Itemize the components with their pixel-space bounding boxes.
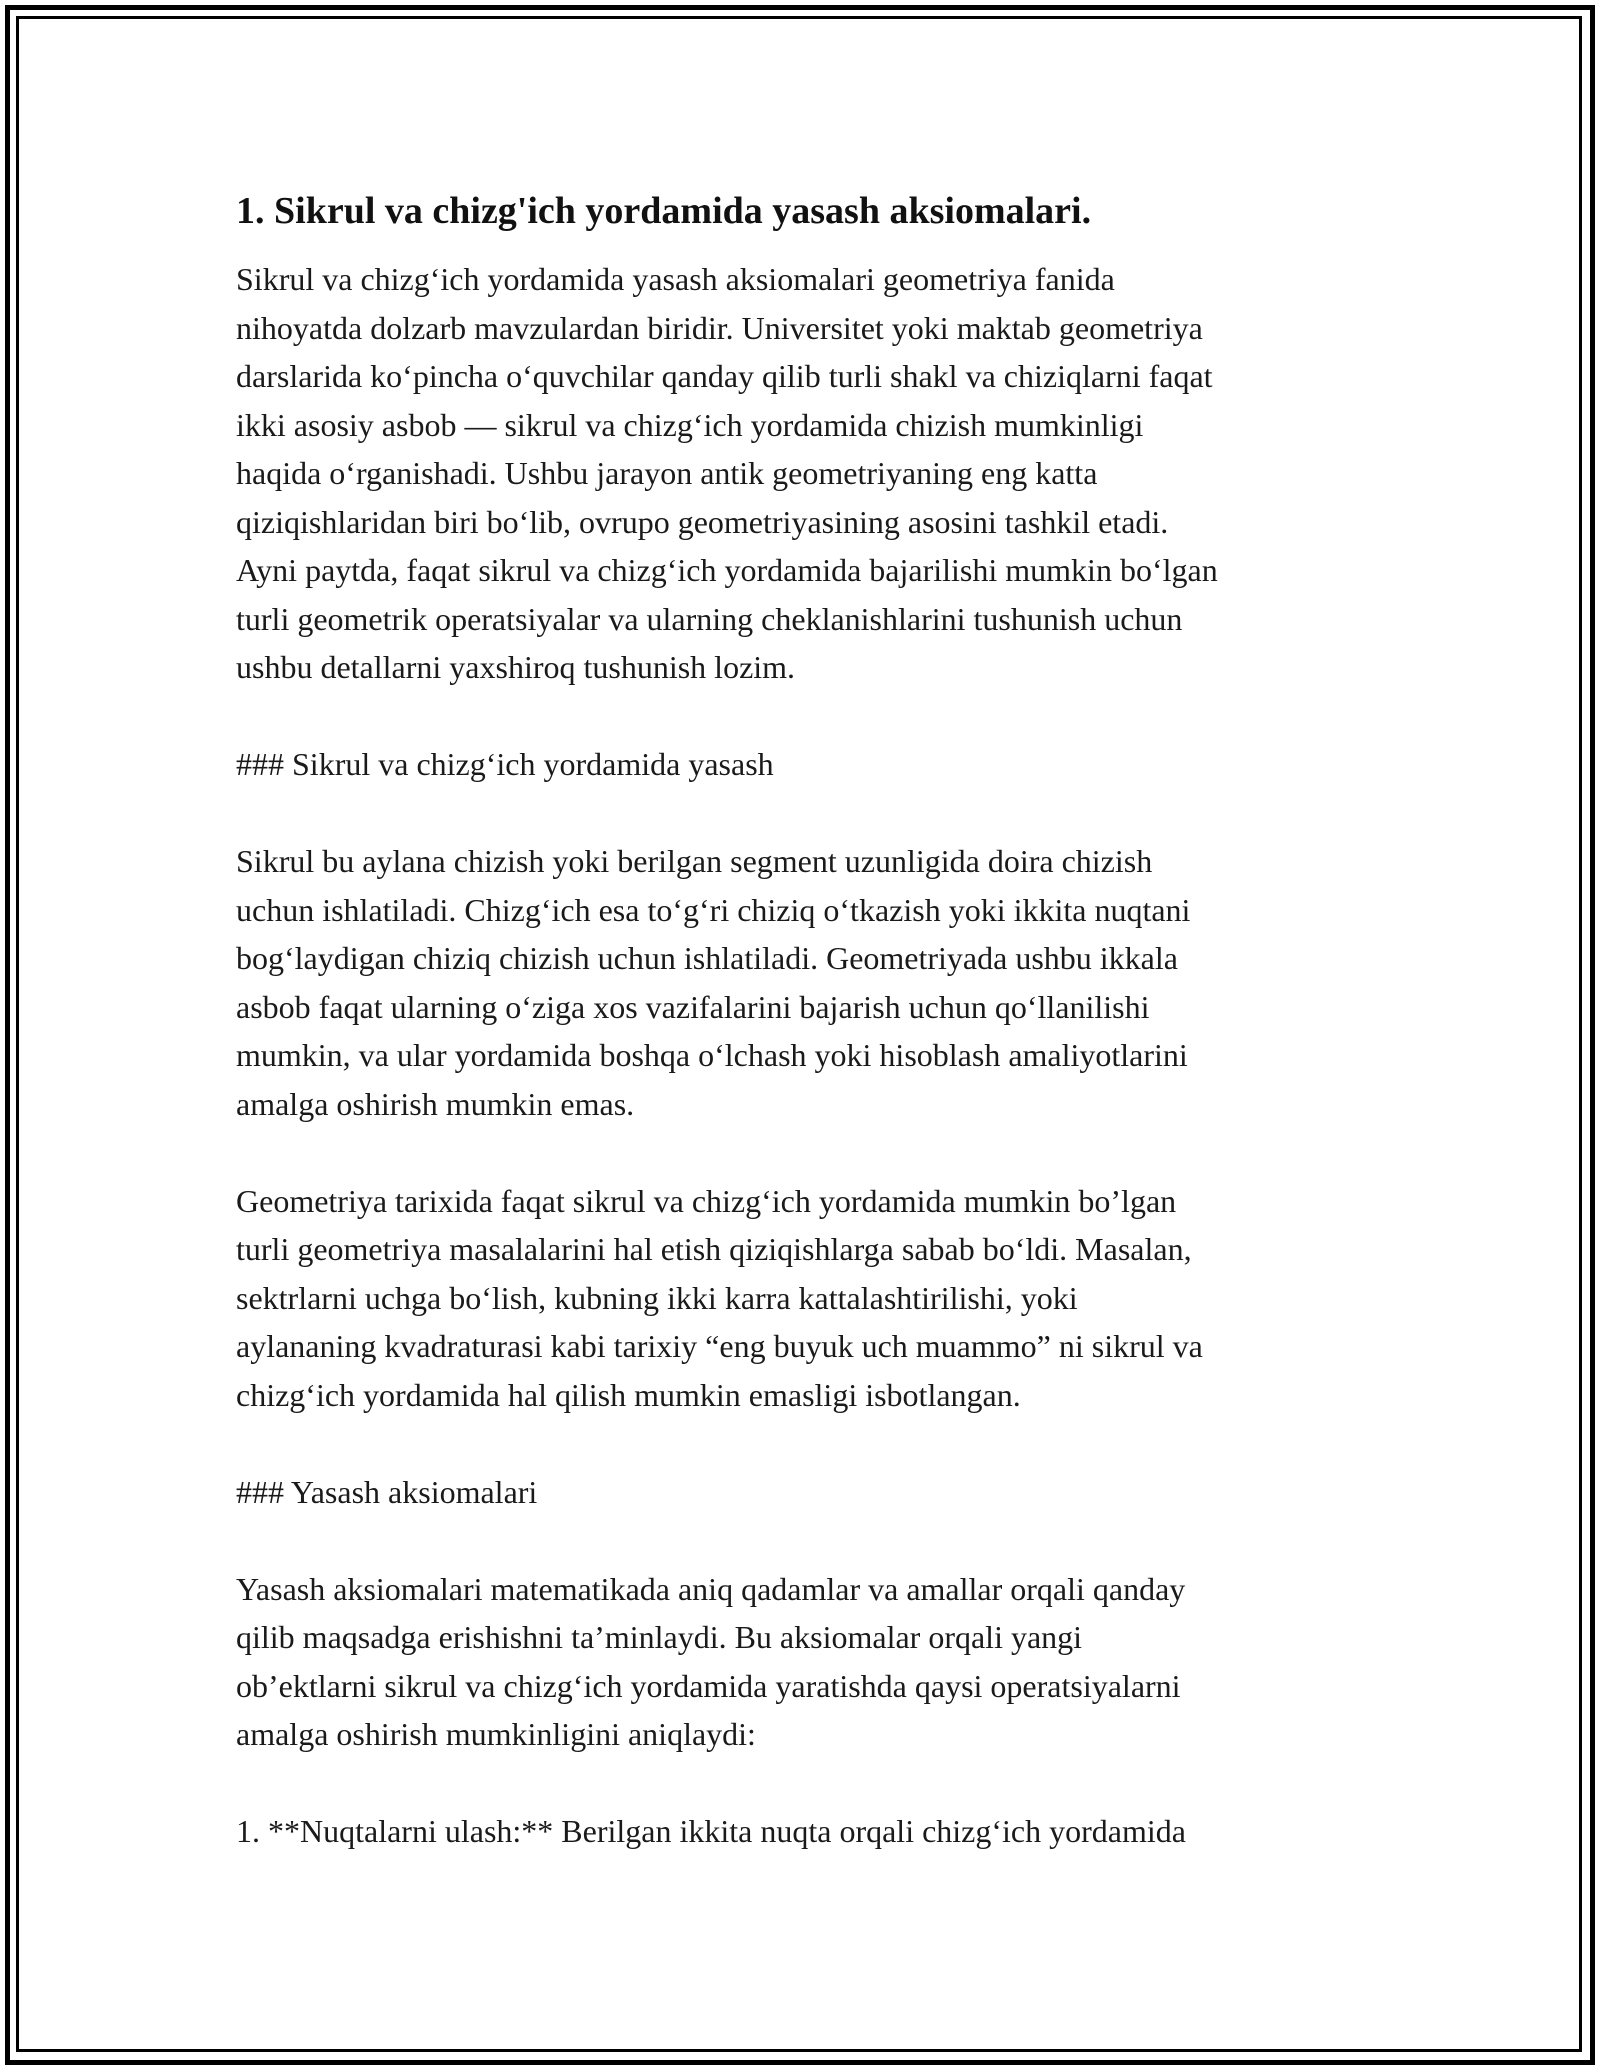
text-line: sektrlarni uchga bo‘lish, kubning ikki karra kattalashtirilishi, yoki <box>236 1279 1078 1316</box>
text-line: Yasash aksiomalari matematikada aniq qadamlar va amallar orqali qanday <box>236 1570 1186 1607</box>
text-line: uchun ishlatiladi. Chizg‘ich esa to‘g‘ri chiziq o‘tkazish yoki ikkita nuqtani <box>236 891 1191 928</box>
text-line: qilib maqsadga erishishni ta’minlaydi. Bu aksiomalar orqali yangi <box>236 1619 1083 1655</box>
text-line: amalga oshirish mumkin emas. <box>236 1085 635 1122</box>
tools-paragraph <box>236 837 1376 1128</box>
text-line: ushbu detallarni yaxshiroq tushunish lozim. <box>236 649 796 685</box>
axioms-paragraph <box>236 1565 1376 1759</box>
document-body <box>236 187 1376 1904</box>
text-line: darslarida ko‘pincha o‘quvchilar qanday qilib turli shakl va chiziqlarni faqat <box>236 358 1213 394</box>
intro-paragraph <box>236 255 1376 692</box>
text-line: bog‘laydigan chiziq chizish uchun ishlatiladi. Geometriyada ushbu ikkala <box>236 940 1178 976</box>
text-line: amalga oshirish mumkinligini aniqlaydi: <box>236 1716 756 1752</box>
text-line: aylananing kvadraturasi kabi tarixiy “eng buyuk uch muammo” ni sikrul va <box>236 1328 1203 1364</box>
text-line: asbob faqat ularning o‘ziga xos vazifalarini bajarish uchun qo‘llanilishi <box>236 988 1150 1025</box>
text-line: Sikrul va chizg‘ich yordamida yasash aksiomalari geometriya fanida <box>236 261 1115 297</box>
text-line: ikki asosiy asbob — sikrul va chizg‘ich yordamida chizish mumkinligi <box>236 406 1144 443</box>
section-heading-axioms: ### Yasash aksiomalari <box>236 1473 538 1510</box>
text-line: ob’ektlarni sikrul va chizg‘ich yordamida yaratishda qaysi operatsiyalarni <box>236 1667 1181 1704</box>
text-line: nihoyatda dolzarb mavzulardan biridir. Universitet yoki maktab geometriya <box>236 309 1203 346</box>
text-line: turli geometriya masalalarini hal etish qiziqishlarga sabab bo‘ldi. Masalan, <box>236 1231 1192 1267</box>
history-paragraph <box>236 1177 1376 1420</box>
text-line: Ayni paytda, faqat sikrul va chizg‘ich yordamida bajarilishi mumkin bo‘lgan <box>236 552 1218 588</box>
list-item: 1. **Nuqtalarni ulash:** Berilgan ikkita nuqta orqali chizg‘ich yordamida <box>236 1813 1186 1849</box>
text-line: haqida o‘rganishadi. Ushbu jarayon antik geometriyaning eng katta <box>236 455 1098 491</box>
section-heading-construction: ### Sikrul va chizg‘ich yordamida yasash <box>236 746 774 782</box>
text-line: chizg‘ich yordamida hal qilish mumkin emasligi isbotlangan. <box>236 1376 1021 1413</box>
text-line: turli geometrik operatsiyalar va ularning cheklanishlarini tushunish uchun <box>236 600 1183 637</box>
text-line: mumkin, va ular yordamida boshqa o‘lchash yoki hisoblash amaliyotlarini <box>236 1037 1188 1073</box>
text-line: Geometriya tarixida faqat sikrul va chizg‘ich yordamida mumkin bo’lgan <box>236 1182 1177 1219</box>
document-title: 1. Sikrul va chizg'ich yordamida yasash aksiomalari. <box>236 190 1092 232</box>
text-line: qiziqishlaridan biri bo‘lib, ovrupo geometriyasining asosini tashkil etadi. <box>236 503 1169 540</box>
text-line: Sikrul bu aylana chizish yoki berilgan segment uzunligida doira chizish <box>236 843 1153 879</box>
